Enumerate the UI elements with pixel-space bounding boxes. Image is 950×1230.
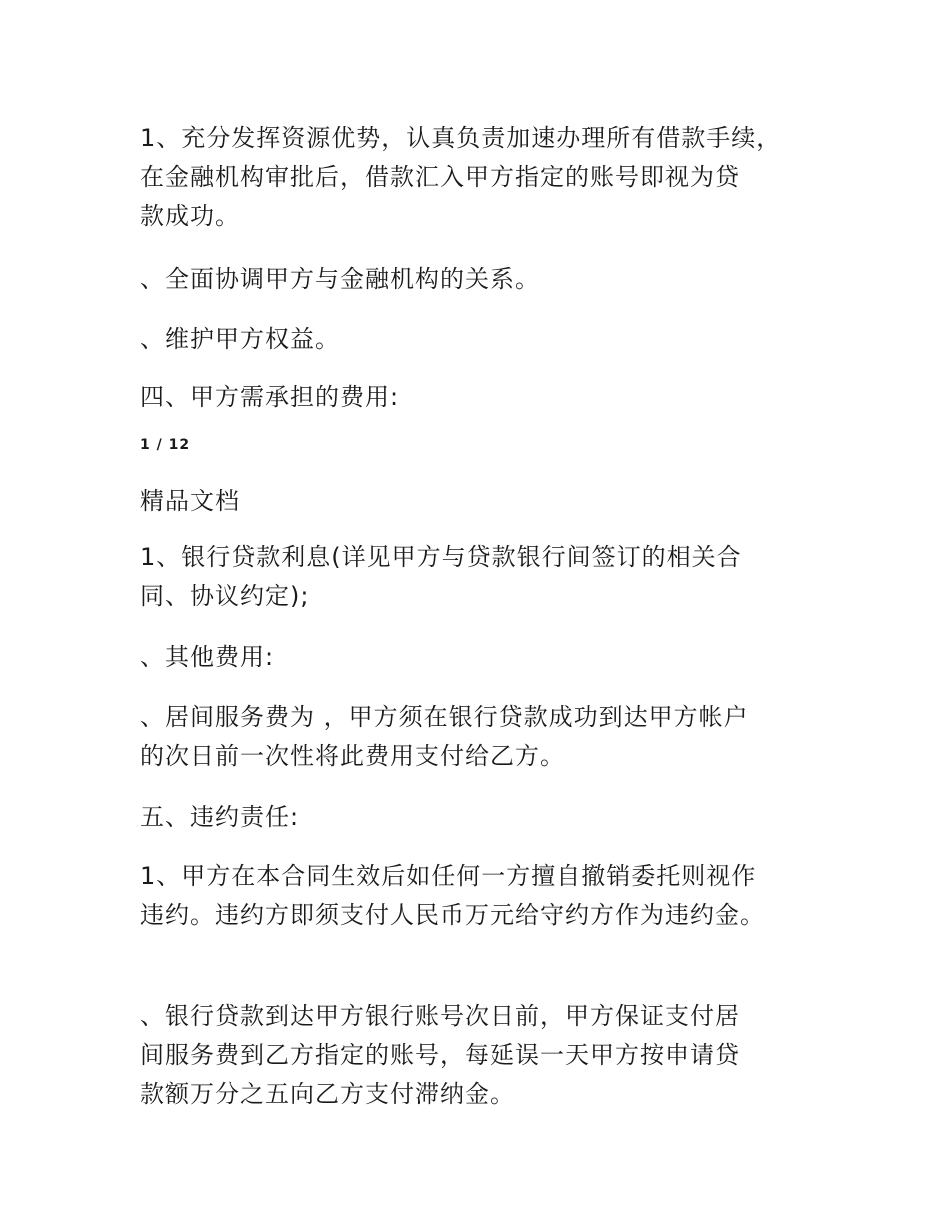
paragraph-fee-3: [140, 698, 749, 776]
paragraph-breach-1: [140, 857, 765, 935]
paragraph-fee-2: [140, 638, 274, 677]
text-line: 、维护甲方权益。: [140, 325, 340, 353]
text-line: 五、违约责任:: [140, 803, 300, 831]
section-4-heading: [140, 378, 399, 417]
text-line: 的次日前一次性将此费用支付给乙方。: [140, 742, 565, 770]
text-line: 款额万分之五向乙方支付滞纳金。: [140, 1080, 515, 1108]
text-line: 、其他费用:: [140, 643, 275, 671]
text-line: 间服务费到乙方指定的账号，每延误一天甲方按申请贷: [140, 1041, 740, 1069]
paragraph-duty-2: [140, 260, 540, 299]
section-5-heading: [140, 798, 299, 837]
paragraph-breach-2: [140, 997, 740, 1114]
text-line: 、银行贷款到达甲方银行账号次日前，甲方保证支付居: [140, 1002, 740, 1030]
paragraph-duty-3: [140, 320, 340, 359]
text-line: 在金融机构审批后，借款汇入甲方指定的账号即视为贷: [140, 163, 740, 191]
page-number: 1 / 12: [140, 437, 191, 453]
page-header: 精品文档: [140, 487, 240, 515]
text-line: 、全面协调甲方与金融机构的关系。: [140, 265, 540, 293]
text-line: 四、甲方需承担的费用:: [140, 383, 400, 411]
paragraph-duty-1: [140, 119, 781, 236]
text-line: 1、银行贷款利息(详见甲方与贷款银行间签订的相关合: [140, 543, 742, 571]
text-line: 款成功。: [140, 202, 240, 230]
text-line: 1、充分发挥资源优势，认真负责加速办理所有借款手续，: [140, 124, 782, 152]
text-line: 1、甲方在本合同生效后如任何一方擅自撤销委托则视作: [140, 862, 757, 890]
text-line: 违约。违约方即须支付人民币万元给守约方作为违约金。: [140, 901, 765, 929]
text-line: 同、协议约定);: [140, 582, 310, 610]
paragraph-fee-1: [140, 538, 742, 616]
text-line: 、居间服务费为 ，甲方须在银行贷款成功到达甲方帐户: [140, 703, 749, 731]
